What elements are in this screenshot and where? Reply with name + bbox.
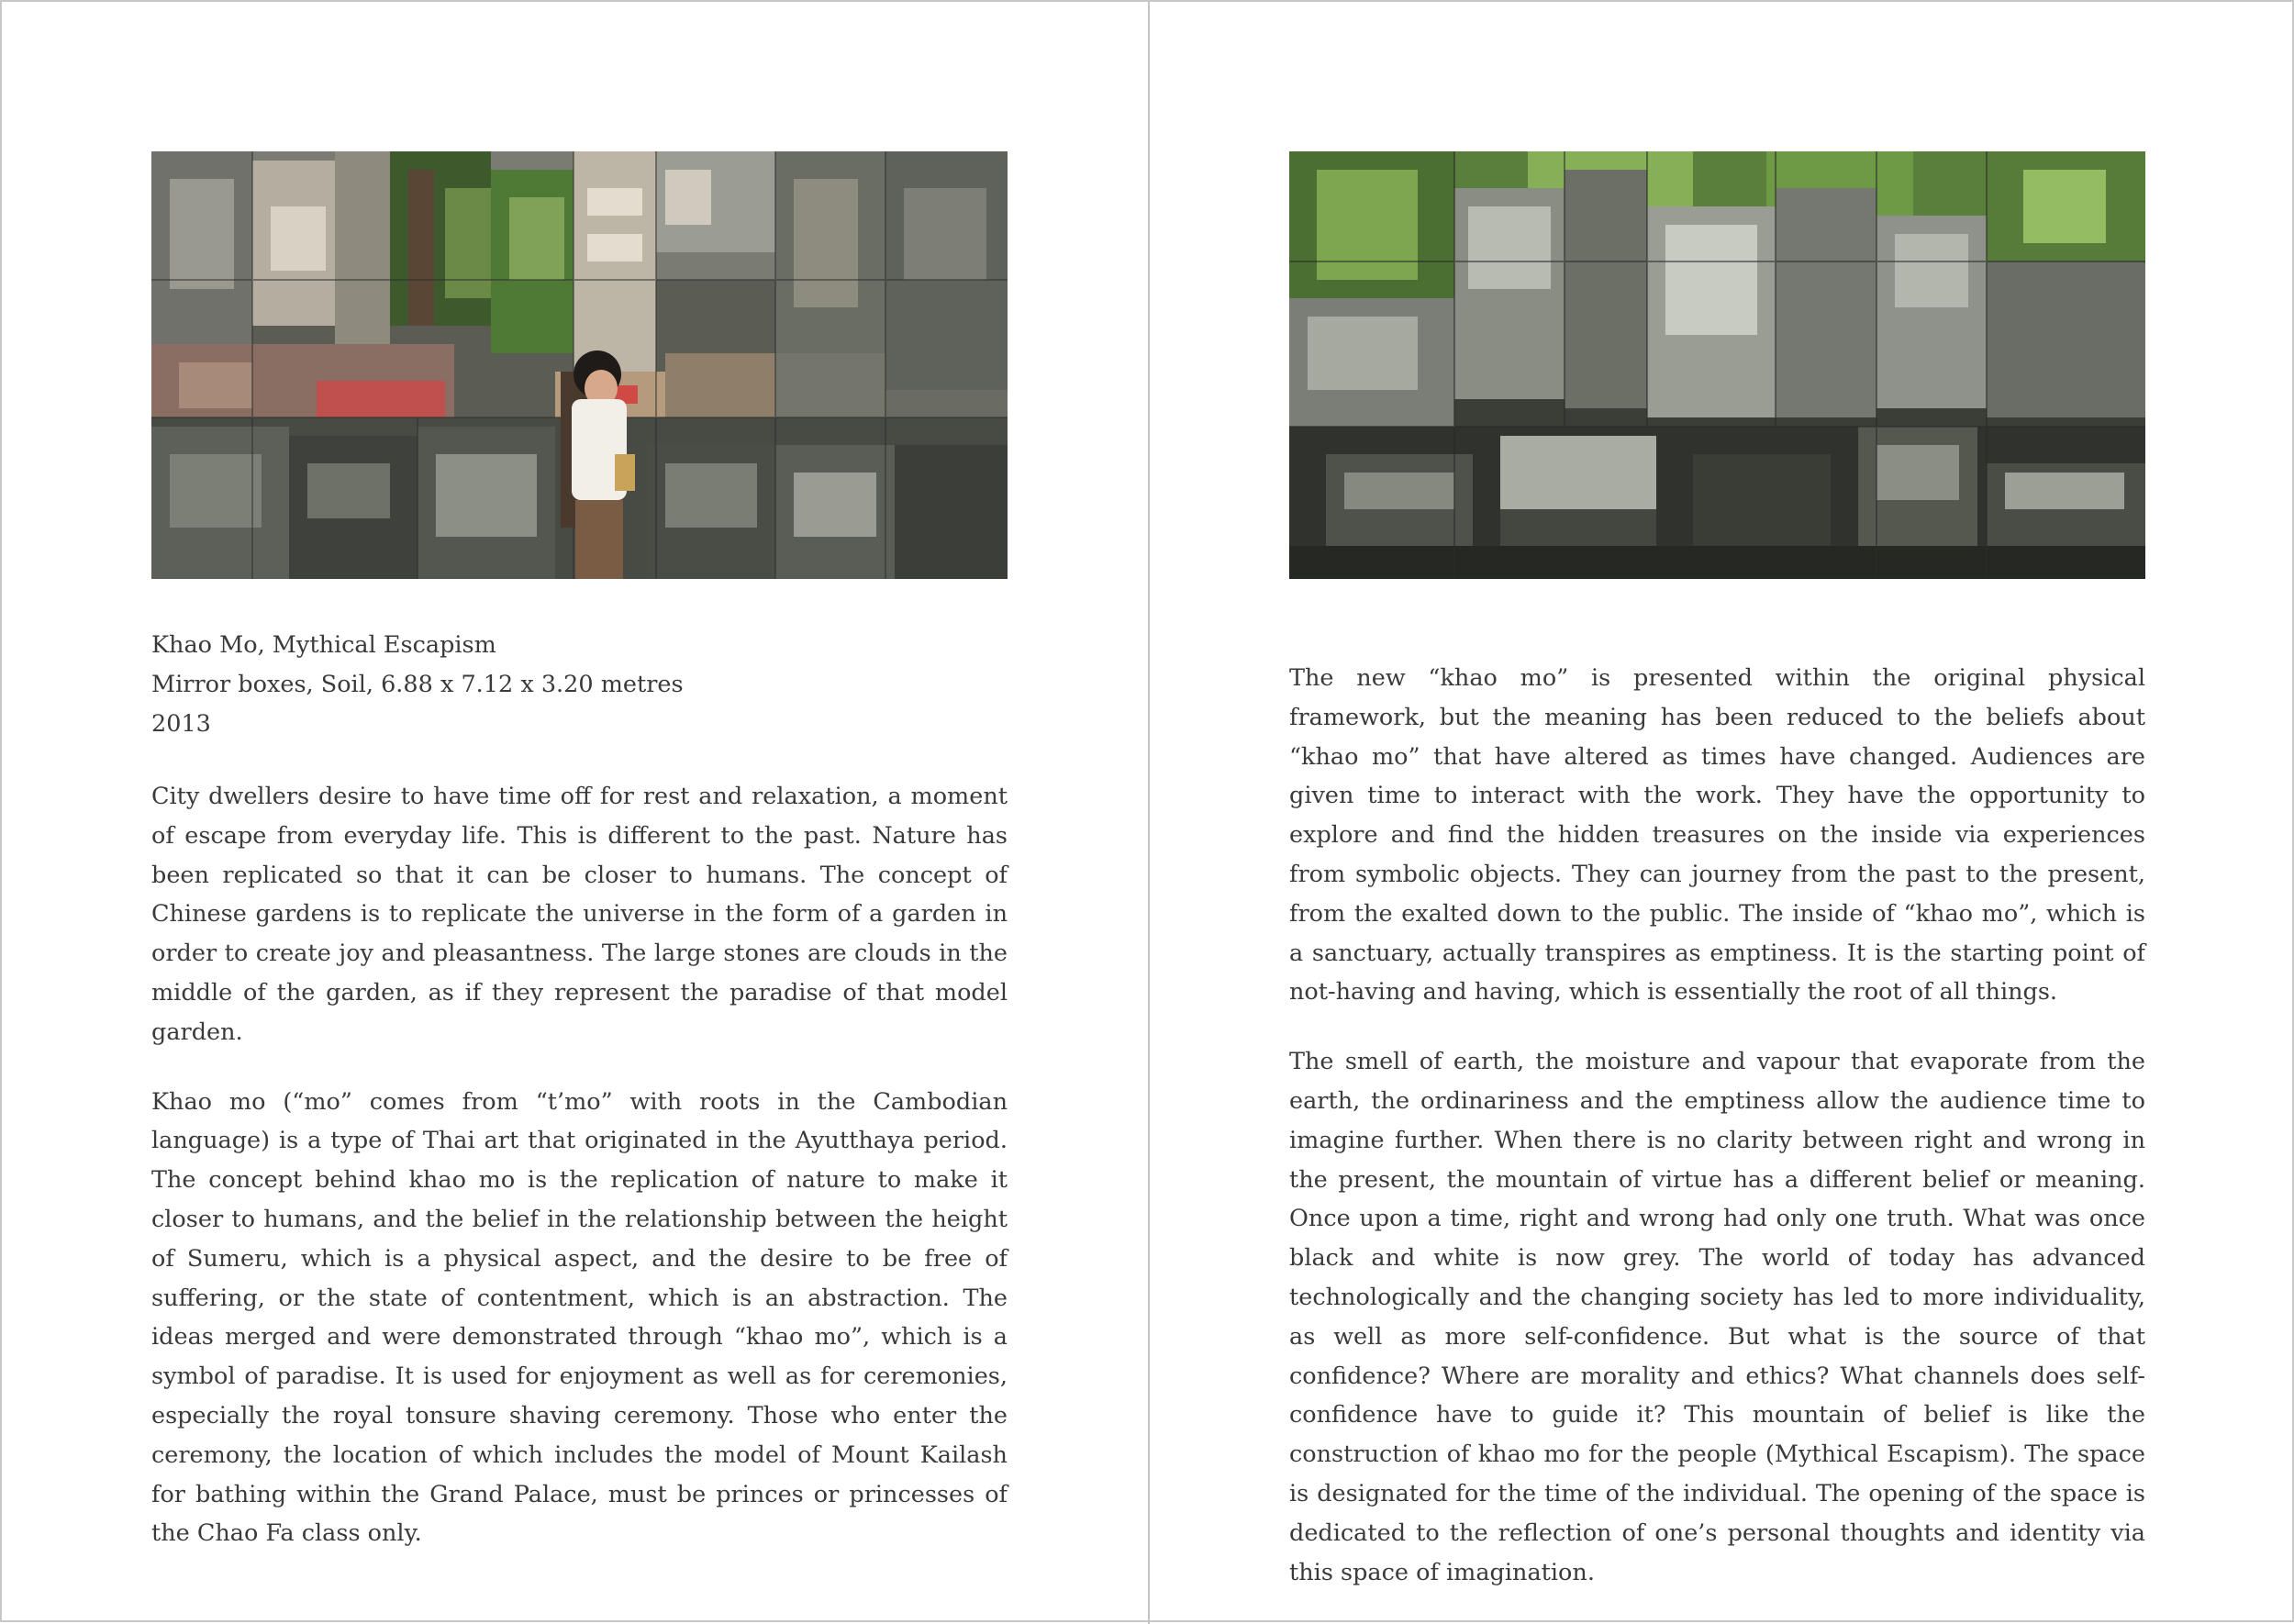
photo-illustration-left [151, 151, 1008, 579]
artwork-materials: Mirror boxes, Soil, 6.88 x 7.12 x 3.20 metres [151, 670, 684, 698]
paragraph: City dwellers desire to have time off for rest and relaxation, a moment of escape from everyday life. This is different to the past. Nature has been replicated so that it can be closer to humans. The concept of Chinese gardens is to replicate the universe in the form of a garden in order to create joy and pleasantness. The large stones are clouds in the middle of the garden, as if they represent the paradise of that model garden. [151, 783, 1008, 1046]
right-page [1150, 2, 2294, 1624]
paragraph: The smell of earth, the moisture and vapour that evaporate from the earth, the ordinariness and the emptiness allow the audience time to imagine further. When there is no clarity between right and wrong in the present, the mountain of virtue has a different belief or meaning. Once upon a time, right and wrong had only one truth. What was once black and white is now grey. The world of today has advanced technologically and the changing society has led to more individuality, as well as more self-confidence. But what is the source of that confidence? Where are morality and ethics? What channels does self-confidence have to guide it? This mountain of belief is like the construction of khao mo for the people (Mythical Escapism). The space is designated for the time of the individual. The opening of the space is dedicated to the reflection of one’s personal thoughts and identity via this space of imagination. [1289, 1048, 2145, 1586]
paragraph: Khao mo (“mo” comes from “t’mo” with roots in the Cambodian language) is a type of Thai art that originated in the Ayutthaya period. The concept behind khao mo is the replication of nature to make it closer to humans, and the belief in the relationship between the height of Sumeru, which is a physical aspect, and the desire to be free of suffering, or the state of contentment, which is an abstraction. The ideas merged and were demonstrated through “khao mo”, which is a symbol of paradise. It is used for enjoyment as well as for ceremonies, especially the royal tonsure shaving ceremony. Those who enter the ceremony, the location of which includes the model of Mount Kailash for bathing within the Grand Palace, must be princes or princesses of the Chao Fa class only. [151, 1087, 1008, 1548]
right-body-text [1289, 659, 2145, 1592]
photo-illustration-right [1289, 151, 2145, 579]
paragraph: The new “khao mo” is presented within the original physical framework, but the meaning has been reduced to the beliefs about “khao mo” that have altered as times have changed. Audiences are given time to interact with the work. They have the opportunity to explore and find the hidden treasures on the inside via experiences from symbolic objects. They can journey from the past to the present, from the exalted down to the public. The inside of “khao mo”, which is a sanctuary, actually transpires as emptiness. It is the starting point of not-having and having, which is essentially the root of all things. [1289, 664, 2145, 1007]
artwork-caption [151, 626, 1008, 743]
artwork-photo-mirror-boxes-visitor [151, 151, 1008, 579]
artwork-title: Khao Mo, Mythical Escapism [151, 631, 496, 659]
left-body-text [151, 777, 1008, 1553]
left-page [2, 2, 1148, 1624]
artwork-photo-mirror-interior [1289, 151, 2145, 579]
artwork-year: 2013 [151, 709, 211, 738]
